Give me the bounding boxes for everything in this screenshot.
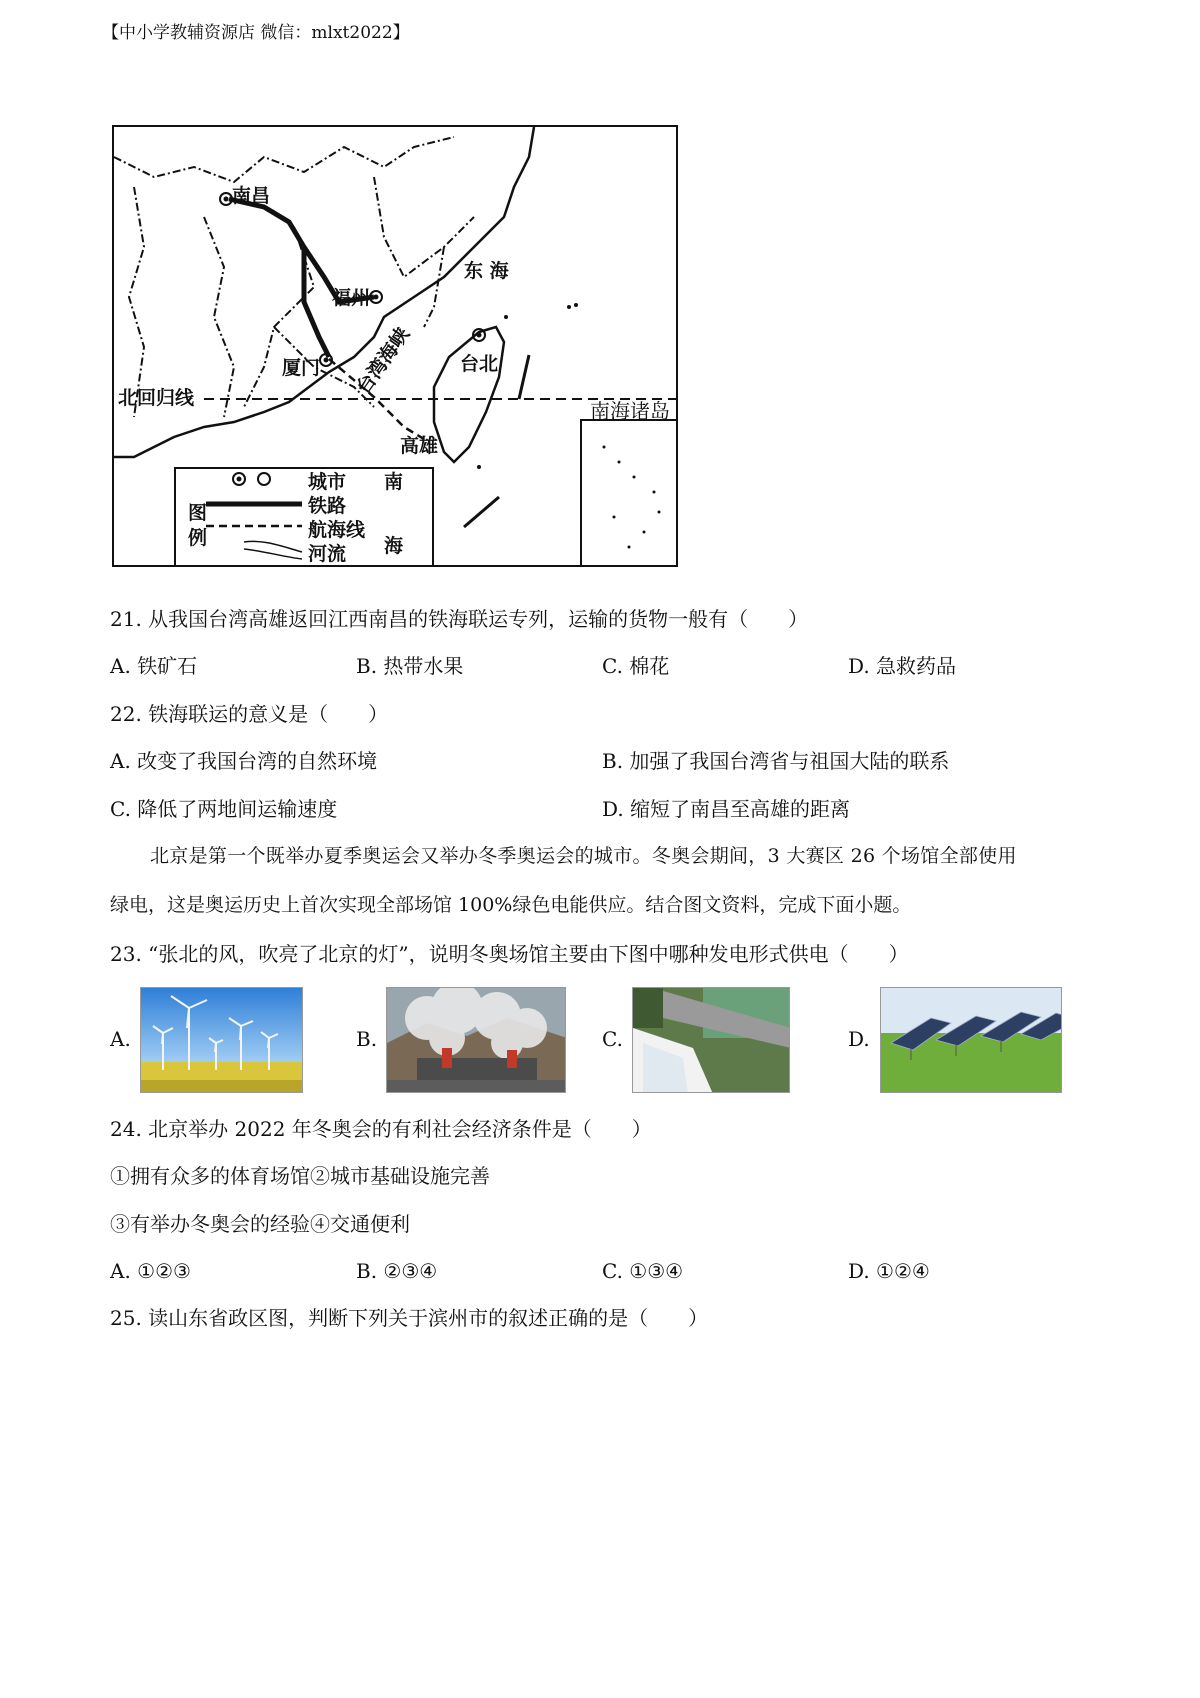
q21-option-a: A. 铁矿石 — [110, 654, 198, 678]
q21-option-b: B. 热带水果 — [356, 654, 464, 678]
q23-option-c: C. — [602, 1027, 623, 1051]
south-china-sea-inset — [580, 419, 678, 567]
label-fuzhou: 福州 — [332, 287, 371, 309]
legend-sea-route: 航海线 — [308, 519, 366, 541]
q22-option-a: A. 改变了我国台湾的自然环境 — [110, 749, 378, 773]
legend-river: 河流 — [308, 543, 347, 565]
geothermal-plant-photo — [386, 987, 566, 1093]
label-tropic: 北回归线 — [118, 387, 195, 409]
inset-title: 南海诸岛 — [590, 399, 670, 423]
passage-line-1: 北京是第一个既举办夏季奥运会又举办冬季奥运会的城市。冬奥会期间，3 大赛区 26 个场馆全部使用 — [150, 845, 1017, 867]
legend-city: 城市 — [308, 471, 347, 493]
label-taibei: 台北 — [460, 353, 499, 375]
q24-option-a: A. ①②③ — [110, 1259, 191, 1283]
q22-option-b: B. 加强了我国台湾省与祖国大陆的联系 — [602, 749, 950, 773]
q23-option-d: D. — [848, 1027, 870, 1051]
q24-statements-2: ③有举办冬奥会的经验④交通便利 — [110, 1212, 410, 1236]
label-xiamen: 厦门 — [282, 357, 321, 379]
q21-stem: 21. 从我国台湾高雄返回江西南昌的铁海联运专列，运输的货物一般有（ ） — [110, 607, 809, 631]
q25-stem: 25. 读山东省政区图，判断下列关于滨州市的叙述正确的是（ ） — [110, 1306, 709, 1330]
q23-option-a: A. — [110, 1027, 131, 1051]
q23-stem: 23. “张北的风，吹亮了北京的灯”，说明冬奥场馆主要由下图中哪种发电形式供电（ ） — [110, 942, 909, 966]
solar-panels-photo — [880, 987, 1062, 1093]
q23-option-b: B. — [356, 1027, 378, 1051]
hydropower-dam-photo — [632, 987, 790, 1093]
q22-option-c: C. 降低了两地间运输速度 — [110, 797, 338, 821]
map-figure — [112, 125, 678, 567]
page-header: 【中小学教辅资源店 微信：mlxt2022】 — [102, 23, 410, 43]
q22-option-d: D. 缩短了南昌至高雄的距离 — [602, 797, 851, 821]
label-nanchang: 南昌 — [232, 185, 271, 207]
label-nanhai-1: 南 — [384, 471, 404, 493]
legend-title: 图例 — [188, 502, 208, 549]
label-donghai: 东 海 — [464, 260, 509, 282]
q24-option-b: B. ②③④ — [356, 1259, 438, 1283]
label-taiwan-strait: 台湾海峡 — [352, 323, 414, 399]
q24-statements-1: ①拥有众多的体育场馆②城市基础设施完善 — [110, 1164, 490, 1188]
q24-option-d: D. ①②④ — [848, 1259, 930, 1283]
label-gaoxiong: 高雄 — [400, 435, 439, 457]
q24-option-c: C. ①③④ — [602, 1259, 684, 1283]
q24-stem: 24. 北京举办 2022 年冬奥会的有利社会经济条件是（ ） — [110, 1117, 652, 1141]
label-nanhai-2: 海 — [384, 535, 404, 557]
legend-railway: 铁路 — [308, 495, 347, 517]
map-legend — [174, 467, 434, 567]
q21-option-d: D. 急救药品 — [848, 654, 957, 678]
q22-stem: 22. 铁海联运的意义是（ ） — [110, 702, 389, 726]
wind-turbines-photo — [140, 987, 303, 1093]
passage-line-2: 绿电，这是奥运历史上首次实现全部场馆 100%绿色电能供应。结合图文资料，完成下面小题。 — [110, 894, 912, 916]
q21-option-c: C. 棉花 — [602, 654, 670, 678]
